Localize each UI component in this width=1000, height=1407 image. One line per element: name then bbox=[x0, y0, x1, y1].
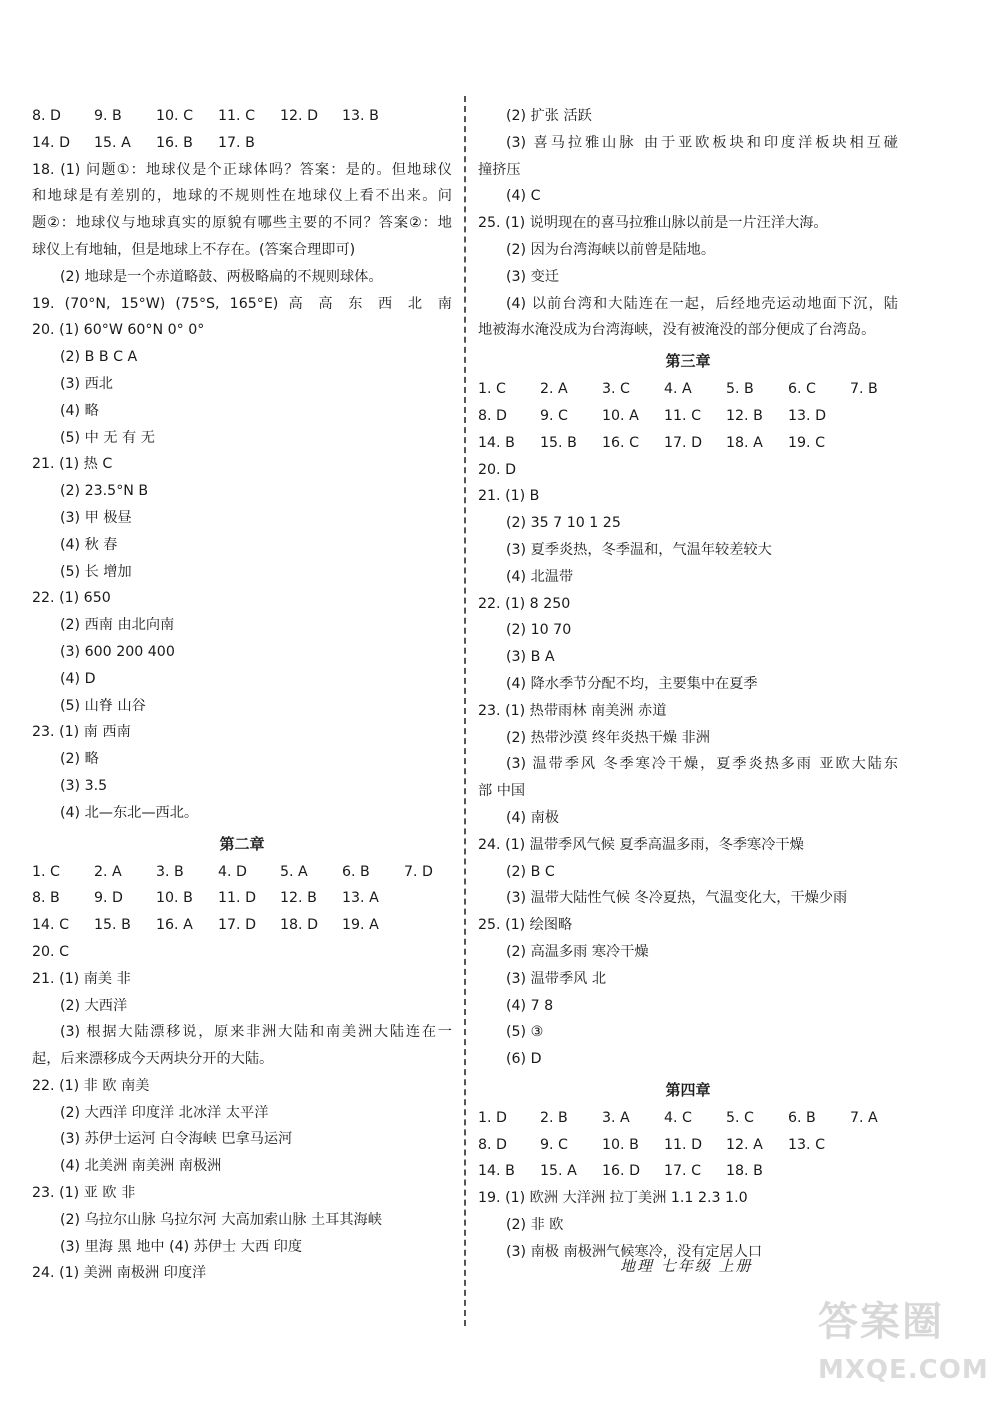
answer-item: 14. D bbox=[32, 134, 70, 151]
answer-item: 5. B bbox=[726, 381, 754, 398]
answer-item: 8. D bbox=[32, 108, 61, 124]
answer-item: 3. C bbox=[602, 381, 630, 398]
answer-line: 22. (1) 8 250 bbox=[478, 595, 571, 612]
answer-item: 11. D bbox=[218, 890, 256, 907]
answer-item: 15. A bbox=[540, 1163, 577, 1180]
answer-line: (2) 大西洋 bbox=[60, 997, 128, 1014]
answer-item: 11. C bbox=[664, 407, 701, 424]
answer-item: 6. C bbox=[788, 381, 816, 398]
answer-line: 18. (1) 问题①：地球仪是个正球体吗？答案：是的。但地球仪 bbox=[32, 161, 452, 178]
watermark-sub: MXQE.COM bbox=[818, 1355, 989, 1385]
answer-line: (3) B A bbox=[506, 649, 555, 666]
answer-row bbox=[478, 430, 898, 457]
answer-item: 12. B bbox=[726, 407, 763, 424]
answer-item: 17. D bbox=[664, 434, 702, 451]
answer-line: (5) ③ bbox=[506, 1024, 544, 1041]
answer-item: 17. C bbox=[664, 1163, 701, 1180]
answer-row bbox=[32, 912, 452, 939]
left-answer-column bbox=[32, 103, 452, 1287]
answer-row bbox=[478, 376, 898, 403]
answer-item: 13. B bbox=[342, 108, 379, 124]
answer-item: 9. C bbox=[540, 407, 568, 424]
answer-line: (2) 因为台湾海峡以前曾是陆地。 bbox=[506, 241, 716, 258]
answer-item: 13. A bbox=[342, 890, 379, 907]
answer-line: (3) 温带季风 冬季寒冷干燥，夏季炎热多雨 亚欧大陆东 bbox=[506, 756, 898, 773]
answer-line: (3) 温带大陆性气候 冬冷夏热，气温变化大，干燥少雨 bbox=[506, 890, 848, 907]
answer-item: 10. C bbox=[156, 108, 193, 124]
answer-line: (2) 略 bbox=[60, 751, 99, 768]
answer-line: 23. (1) 热带雨林 南美洲 赤道 bbox=[478, 702, 667, 719]
answer-line: (3) 喜马拉雅山脉 由于亚欧板块和印度洋板块相互碰 bbox=[506, 134, 898, 151]
answer-item: 13. D bbox=[788, 407, 826, 424]
answer-line: (2) B C bbox=[506, 863, 555, 880]
answer-line: (3) 里海 黑 地中 (4) 苏伊士 大西 印度 bbox=[60, 1238, 303, 1255]
answer-row bbox=[32, 103, 452, 130]
watermark-logo bbox=[818, 1290, 998, 1400]
answer-item: 2. A bbox=[94, 863, 122, 880]
answer-line: (2) 扩张 活跃 bbox=[506, 108, 592, 124]
answer-item: 14. B bbox=[478, 434, 515, 451]
answer-row bbox=[32, 885, 452, 912]
answer-line: 撞挤压 bbox=[478, 161, 521, 178]
answer-line: (4) 降水季节分配不均，主要集中在夏季 bbox=[506, 675, 758, 692]
answer-item: 16. D bbox=[602, 1163, 640, 1180]
answer-item: 9. D bbox=[94, 890, 123, 907]
answer-line: 19. (70°N, 15°W) (75°S, 165°E) 高 高 东 西 北 南 bbox=[32, 295, 452, 312]
answer-item: 3. B bbox=[156, 863, 184, 880]
answer-line: 20. (1) 60°W 60°N 0° 0° bbox=[32, 322, 205, 339]
answer-item: 13. C bbox=[788, 1136, 825, 1153]
answer-line: 22. (1) 非 欧 南美 bbox=[32, 1077, 150, 1094]
answer-item: 7. B bbox=[850, 381, 878, 398]
answer-line: 21. (1) B bbox=[478, 488, 540, 505]
answer-item: 14. C bbox=[32, 917, 69, 934]
answer-item: 2. A bbox=[540, 381, 568, 398]
answer-line: (6) D bbox=[506, 1051, 542, 1068]
answer-line: (4) 7 8 bbox=[506, 997, 554, 1014]
answer-item: 16. B bbox=[156, 134, 193, 151]
answer-item: 14. B bbox=[478, 1163, 515, 1180]
answer-item: 4. C bbox=[664, 1109, 692, 1126]
answer-item: 3. A bbox=[602, 1109, 630, 1126]
answer-item: 10. B bbox=[156, 890, 193, 907]
answer-line: 地被海水淹没成为台湾海峡，没有被淹没的部分便成了台湾岛。 bbox=[478, 322, 876, 339]
answer-line: 和地球是有差别的，地球的不规则性在地球仪上看不出来。问 bbox=[32, 188, 452, 205]
answer-item: 18. B bbox=[726, 1163, 763, 1180]
answer-line: (4) D bbox=[60, 670, 96, 687]
answer-line: 起，后来漂移成今天两块分开的大陆。 bbox=[32, 1051, 274, 1068]
answer-line: (2) 23.5°N B bbox=[60, 483, 149, 500]
answer-item: 6. B bbox=[788, 1109, 816, 1126]
answer-item: 4. D bbox=[218, 863, 247, 880]
answer-line: (5) 山脊 山谷 bbox=[60, 697, 146, 714]
answer-line: (2) 非 欧 bbox=[506, 1217, 564, 1234]
answer-line: (2) 地球是一个赤道略鼓、两极略扁的不规则球体。 bbox=[60, 268, 383, 285]
answer-line: (3) 根据大陆漂移说，原来非洲大陆和南美洲大陆连在一 bbox=[60, 1024, 452, 1041]
answer-item: 12. D bbox=[280, 108, 318, 124]
answer-line: (3) 3.5 bbox=[60, 777, 108, 794]
answer-item: 6. B bbox=[342, 863, 370, 880]
answer-line: (2) 35 7 10 1 25 bbox=[506, 515, 621, 532]
answer-line: (3) 西北 bbox=[60, 375, 113, 392]
answer-line: (2) B B C A bbox=[60, 349, 138, 366]
answer-item: 11. C bbox=[218, 108, 255, 124]
answer-item: 15. A bbox=[94, 134, 131, 151]
answer-line: (3) 甲 极昼 bbox=[60, 509, 132, 526]
answer-line: (4) 略 bbox=[60, 402, 99, 419]
answer-line: (4) 北—东北—西北。 bbox=[60, 804, 199, 821]
answer-row bbox=[478, 1132, 898, 1159]
answer-line: (2) 10 70 bbox=[506, 622, 572, 639]
answer-line: (3) 苏伊士运河 白令海峡 巴拿马运河 bbox=[60, 1131, 293, 1148]
answer-row bbox=[478, 1158, 898, 1185]
answer-item: 19. C bbox=[788, 434, 825, 451]
answer-line: (5) 中 无 有 无 bbox=[60, 429, 155, 446]
answer-item: 5. A bbox=[280, 863, 308, 880]
watermark-main: 答案圈 bbox=[818, 1299, 944, 1345]
answer-line: (2) 大西洋 印度洋 北冰洋 太平洋 bbox=[60, 1104, 269, 1121]
answer-row bbox=[32, 130, 452, 157]
answer-line: (3) 南极 南极洲气候寒冷，没有定居人口 bbox=[506, 1243, 763, 1260]
answer-item: 10. A bbox=[602, 407, 639, 424]
answer-line: (4) 北温带 bbox=[506, 568, 574, 585]
answer-line: 21. (1) 热 C bbox=[32, 456, 113, 473]
answer-item: 9. B bbox=[94, 108, 122, 124]
chapter-heading: 第二章 bbox=[219, 834, 265, 853]
chapter-heading: 第三章 bbox=[665, 352, 711, 371]
answer-item: 5. C bbox=[726, 1109, 754, 1126]
answer-item: 2. B bbox=[540, 1109, 568, 1126]
answer-item: 11. D bbox=[664, 1136, 702, 1153]
answer-row bbox=[478, 1105, 898, 1132]
answer-line: 题②：地球仪与地球真实的原貌有哪些主要的不同？答案②：地 bbox=[32, 215, 452, 232]
answer-line: 23. (1) 南 西南 bbox=[32, 724, 131, 741]
answer-item: 16. A bbox=[156, 917, 193, 934]
answer-line: 24. (1) 温带季风气候 夏季高温多雨，冬季寒冷干燥 bbox=[478, 836, 804, 853]
answer-item: 19. A bbox=[342, 917, 379, 934]
answer-item: 18. D bbox=[280, 917, 318, 934]
answer-item: 7. D bbox=[404, 863, 433, 880]
answer-row bbox=[32, 859, 452, 886]
answer-item: 17. B bbox=[218, 134, 255, 151]
answer-line: 球仪上有地轴，但是地球上不存在。(答案合理即可) bbox=[32, 241, 356, 258]
answer-line: (2) 西南 由北向南 bbox=[60, 617, 175, 634]
answer-line: 21. (1) 南美 非 bbox=[32, 970, 131, 987]
answer-item: 4. A bbox=[664, 381, 692, 398]
answer-item: 18. A bbox=[726, 434, 763, 451]
answer-line: (2) 热带沙漠 终年炎热干燥 非洲 bbox=[506, 729, 710, 746]
answer-line: (2) 乌拉尔山脉 乌拉尔河 大高加索山脉 土耳其海峡 bbox=[60, 1211, 382, 1228]
answer-line: (5) 长 增加 bbox=[60, 563, 132, 580]
answer-line: 22. (1) 650 bbox=[32, 590, 111, 607]
answer-item: 12. B bbox=[280, 890, 317, 907]
answer-line: (3) 变迁 bbox=[506, 268, 559, 285]
answer-item: 17. D bbox=[218, 917, 256, 934]
answer-item: 8. B bbox=[32, 890, 60, 907]
answer-row bbox=[478, 403, 898, 430]
answer-line: (4) C bbox=[506, 188, 541, 205]
chapter-heading: 第四章 bbox=[665, 1080, 711, 1099]
answer-item: 8. D bbox=[478, 1136, 507, 1153]
answer-line: (4) 北美洲 南美洲 南极洲 bbox=[60, 1158, 222, 1175]
answer-line: (4) 以前台湾和大陆连在一起，后经地壳运动地面下沉，陆 bbox=[506, 295, 898, 312]
answer-item: 1. C bbox=[32, 863, 60, 880]
right-answer-column bbox=[478, 103, 898, 1266]
answer-line: (4) 南极 bbox=[506, 809, 559, 826]
answer-item: 9. C bbox=[540, 1136, 568, 1153]
answer-line: (4) 秋 春 bbox=[60, 536, 118, 553]
answer-item: 15. B bbox=[94, 917, 131, 934]
answer-line: 23. (1) 亚 欧 非 bbox=[32, 1185, 136, 1202]
answer-item: 10. B bbox=[602, 1136, 639, 1153]
answer-line: 24. (1) 美洲 南极洲 印度洋 bbox=[32, 1265, 207, 1282]
answer-item: 8. D bbox=[478, 407, 507, 424]
answer-line: 部 中国 bbox=[478, 783, 526, 800]
answer-line: 25. (1) 说明现在的喜马拉雅山脉以前是一片汪洋大海。 bbox=[478, 215, 828, 232]
answer-line: 20. D bbox=[478, 461, 516, 478]
answer-item: 15. B bbox=[540, 434, 577, 451]
page-footer: 地理 七年级 上册 bbox=[620, 1257, 753, 1275]
answer-line: 20. C bbox=[32, 943, 69, 960]
answer-line: (3) 600 200 400 bbox=[60, 643, 175, 660]
answer-line: (3) 温带季风 北 bbox=[506, 970, 607, 987]
column-divider bbox=[464, 96, 466, 1326]
answer-item: 1. D bbox=[478, 1109, 507, 1126]
answer-line: 19. (1) 欧洲 大洋洲 拉丁美洲 1.1 2.3 1.0 bbox=[478, 1190, 748, 1207]
answer-line: (2) 高温多雨 寒冷干燥 bbox=[506, 943, 649, 960]
answer-item: 16. C bbox=[602, 434, 639, 451]
answer-item: 7. A bbox=[850, 1109, 878, 1126]
answer-line: (3) 夏季炎热，冬季温和，气温年较差较大 bbox=[506, 541, 772, 558]
answer-item: 12. A bbox=[726, 1136, 763, 1153]
answer-item: 1. C bbox=[478, 381, 506, 398]
answer-line: 25. (1) 绘图略 bbox=[478, 917, 573, 934]
